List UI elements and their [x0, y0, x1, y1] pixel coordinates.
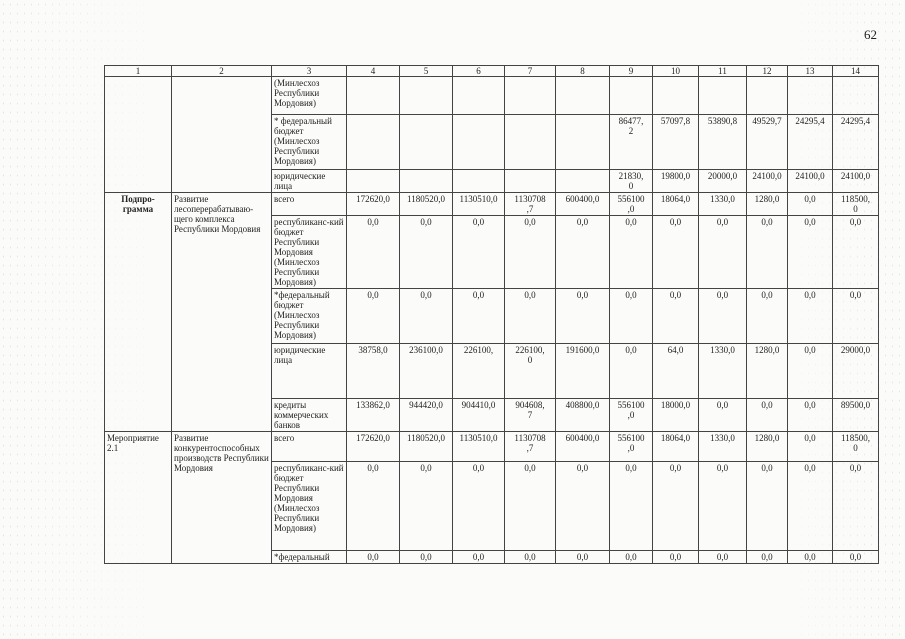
value-cell: 1280,0: [747, 344, 788, 399]
program-name-cell: Подпро- грамма: [105, 193, 172, 432]
value-cell: 29000,0: [833, 344, 879, 399]
value-cell: 1280,0: [747, 432, 788, 462]
header-cell: 8: [556, 66, 610, 77]
value-cell: 556100 ,0: [610, 193, 653, 216]
value-cell: [653, 77, 699, 115]
value-cell: 904608, 7: [505, 399, 556, 432]
value-cell: 0,0: [788, 462, 833, 551]
value-cell: 19800,0: [653, 170, 699, 193]
value-cell: 24100,0: [788, 170, 833, 193]
value-cell: 1130510,0: [453, 432, 505, 462]
value-cell: 0,0: [699, 462, 747, 551]
value-cell: [347, 77, 400, 115]
value-cell: [505, 170, 556, 193]
value-cell: 133862,0: [347, 399, 400, 432]
value-cell: 904410,0: [453, 399, 505, 432]
program-description-cell: Развитие лесоперерабатываю-щего комплекса Республики Мордовия: [172, 193, 272, 432]
value-cell: 18000,0: [653, 399, 699, 432]
value-cell: 172620,0: [347, 432, 400, 462]
value-cell: 1130708 ,7: [505, 193, 556, 216]
value-cell: [453, 115, 505, 170]
program-name-cell: Мероприятие 2.1: [105, 432, 172, 564]
value-cell: 0,0: [453, 216, 505, 289]
value-cell: 0,0: [347, 551, 400, 564]
value-cell: 0,0: [788, 399, 833, 432]
value-cell: [400, 170, 453, 193]
value-cell: 24295,4: [833, 115, 879, 170]
value-cell: [747, 77, 788, 115]
value-cell: 20000,0: [699, 170, 747, 193]
value-cell: [505, 115, 556, 170]
value-cell: [833, 77, 879, 115]
value-cell: 0,0: [833, 462, 879, 551]
table-row: [105, 193, 879, 216]
value-cell: 0,0: [747, 462, 788, 551]
value-cell: 1330,0: [699, 193, 747, 216]
value-cell: 0,0: [347, 462, 400, 551]
value-cell: 0,0: [653, 216, 699, 289]
funding-source-cell: кредиты коммерческих банков: [272, 399, 347, 432]
value-cell: 0,0: [653, 462, 699, 551]
funding-source-cell: (Минлесхоз Республики Мордовия): [272, 77, 347, 115]
value-cell: 0,0: [505, 462, 556, 551]
value-cell: [699, 77, 747, 115]
value-cell: 0,0: [347, 289, 400, 344]
value-cell: 0,0: [747, 216, 788, 289]
value-cell: 0,0: [699, 399, 747, 432]
value-cell: 0,0: [788, 216, 833, 289]
value-cell: [453, 77, 505, 115]
value-cell: [556, 170, 610, 193]
value-cell: 49529,7: [747, 115, 788, 170]
budget-table: [104, 65, 879, 564]
header-cell: 7: [505, 66, 556, 77]
value-cell: 0,0: [747, 399, 788, 432]
value-cell: 600400,0: [556, 432, 610, 462]
value-cell: [347, 170, 400, 193]
value-cell: 0,0: [347, 216, 400, 289]
value-cell: 24100,0: [747, 170, 788, 193]
value-cell: 408800,0: [556, 399, 610, 432]
funding-source-cell: *федеральный бюджет (Минлесхоз Республики Мордовия): [272, 289, 347, 344]
header-row: [105, 66, 879, 77]
value-cell: 191600,0: [556, 344, 610, 399]
value-cell: 0,0: [505, 289, 556, 344]
value-cell: [788, 77, 833, 115]
value-cell: 0,0: [453, 462, 505, 551]
value-cell: 0,0: [788, 551, 833, 564]
header-cell: 11: [699, 66, 747, 77]
value-cell: 0,0: [788, 193, 833, 216]
funding-source-cell: юридические лица: [272, 344, 347, 399]
funding-source-cell: республиканс-кий бюджет Республики Мордовия (Минлесхоз Республики Мордовия): [272, 462, 347, 551]
value-cell: 1180520,0: [400, 193, 453, 216]
value-cell: 0,0: [653, 551, 699, 564]
header-cell: 4: [347, 66, 400, 77]
value-cell: 0,0: [788, 344, 833, 399]
header-cell: 9: [610, 66, 653, 77]
table-row: [105, 432, 879, 462]
value-cell: 0,0: [833, 289, 879, 344]
value-cell: 1330,0: [699, 432, 747, 462]
value-cell: 0,0: [453, 289, 505, 344]
funding-source-cell: всего: [272, 193, 347, 216]
value-cell: 0,0: [556, 216, 610, 289]
value-cell: 0,0: [556, 289, 610, 344]
value-cell: 24100,0: [833, 170, 879, 193]
program-description-cell: Развитие конкурентоспособных производств Республики Мордовия: [172, 432, 272, 564]
value-cell: 0,0: [610, 551, 653, 564]
value-cell: 0,0: [699, 551, 747, 564]
value-cell: 0,0: [699, 216, 747, 289]
value-cell: 0,0: [556, 462, 610, 551]
value-cell: [610, 77, 653, 115]
page-number: 62: [864, 27, 877, 42]
value-cell: 0,0: [788, 289, 833, 344]
value-cell: 944420,0: [400, 399, 453, 432]
value-cell: 24295,4: [788, 115, 833, 170]
value-cell: 18064,0: [653, 432, 699, 462]
header-cell: 1: [105, 66, 172, 77]
header-cell: 5: [400, 66, 453, 77]
value-cell: [556, 115, 610, 170]
value-cell: 0,0: [833, 216, 879, 289]
table-row: [105, 77, 879, 115]
value-cell: [505, 77, 556, 115]
value-cell: 556100 ,0: [610, 399, 653, 432]
value-cell: 0,0: [400, 289, 453, 344]
funding-source-cell: * федеральный бюджет (Минлесхоз Республики Мордовия): [272, 115, 347, 170]
value-cell: 86477, 2: [610, 115, 653, 170]
header-cell: 10: [653, 66, 699, 77]
header-cell: 3: [272, 66, 347, 77]
value-cell: 0,0: [400, 462, 453, 551]
value-cell: 0,0: [453, 551, 505, 564]
funding-source-cell: республиканс-кий бюджет Республики Мордовия (Минлесхоз Республики Мордовия): [272, 216, 347, 289]
value-cell: 0,0: [699, 289, 747, 344]
value-cell: 0,0: [833, 551, 879, 564]
value-cell: 1130510,0: [453, 193, 505, 216]
value-cell: 0,0: [556, 551, 610, 564]
value-cell: 38758,0: [347, 344, 400, 399]
value-cell: 0,0: [505, 551, 556, 564]
value-cell: 556100 ,0: [610, 432, 653, 462]
value-cell: 226100, 0: [505, 344, 556, 399]
value-cell: [400, 77, 453, 115]
value-cell: [556, 77, 610, 115]
header-cell: 12: [747, 66, 788, 77]
value-cell: 0,0: [747, 289, 788, 344]
value-cell: 118500, 0: [833, 432, 879, 462]
header-cell: 2: [172, 66, 272, 77]
value-cell: 1130708 ,7: [505, 432, 556, 462]
value-cell: 600400,0: [556, 193, 610, 216]
table-body: [105, 66, 879, 564]
value-cell: 0,0: [400, 216, 453, 289]
value-cell: 0,0: [788, 432, 833, 462]
program-description-cell: [172, 77, 272, 193]
value-cell: 1280,0: [747, 193, 788, 216]
header-cell: 6: [453, 66, 505, 77]
value-cell: 57097,8: [653, 115, 699, 170]
program-name-cell: [105, 77, 172, 193]
value-cell: 1180520,0: [400, 432, 453, 462]
value-cell: 0,0: [653, 289, 699, 344]
funding-source-cell: юридические лица: [272, 170, 347, 193]
funding-source-cell: *федеральный: [272, 551, 347, 564]
value-cell: 53890,8: [699, 115, 747, 170]
value-cell: 0,0: [610, 344, 653, 399]
value-cell: 0,0: [400, 551, 453, 564]
header-cell: 13: [788, 66, 833, 77]
value-cell: 0,0: [505, 216, 556, 289]
value-cell: 1330,0: [699, 344, 747, 399]
value-cell: [347, 115, 400, 170]
value-cell: 0,0: [610, 216, 653, 289]
value-cell: 89500,0: [833, 399, 879, 432]
header-cell: 14: [833, 66, 879, 77]
value-cell: 0,0: [747, 551, 788, 564]
value-cell: [453, 170, 505, 193]
value-cell: 118500, 0: [833, 193, 879, 216]
value-cell: 236100,0: [400, 344, 453, 399]
funding-source-cell: всего: [272, 432, 347, 462]
value-cell: 226100,: [453, 344, 505, 399]
value-cell: 64,0: [653, 344, 699, 399]
value-cell: [400, 115, 453, 170]
value-cell: 0,0: [610, 462, 653, 551]
value-cell: 172620,0: [347, 193, 400, 216]
value-cell: 0,0: [610, 289, 653, 344]
value-cell: 21830, 0: [610, 170, 653, 193]
value-cell: 18064,0: [653, 193, 699, 216]
